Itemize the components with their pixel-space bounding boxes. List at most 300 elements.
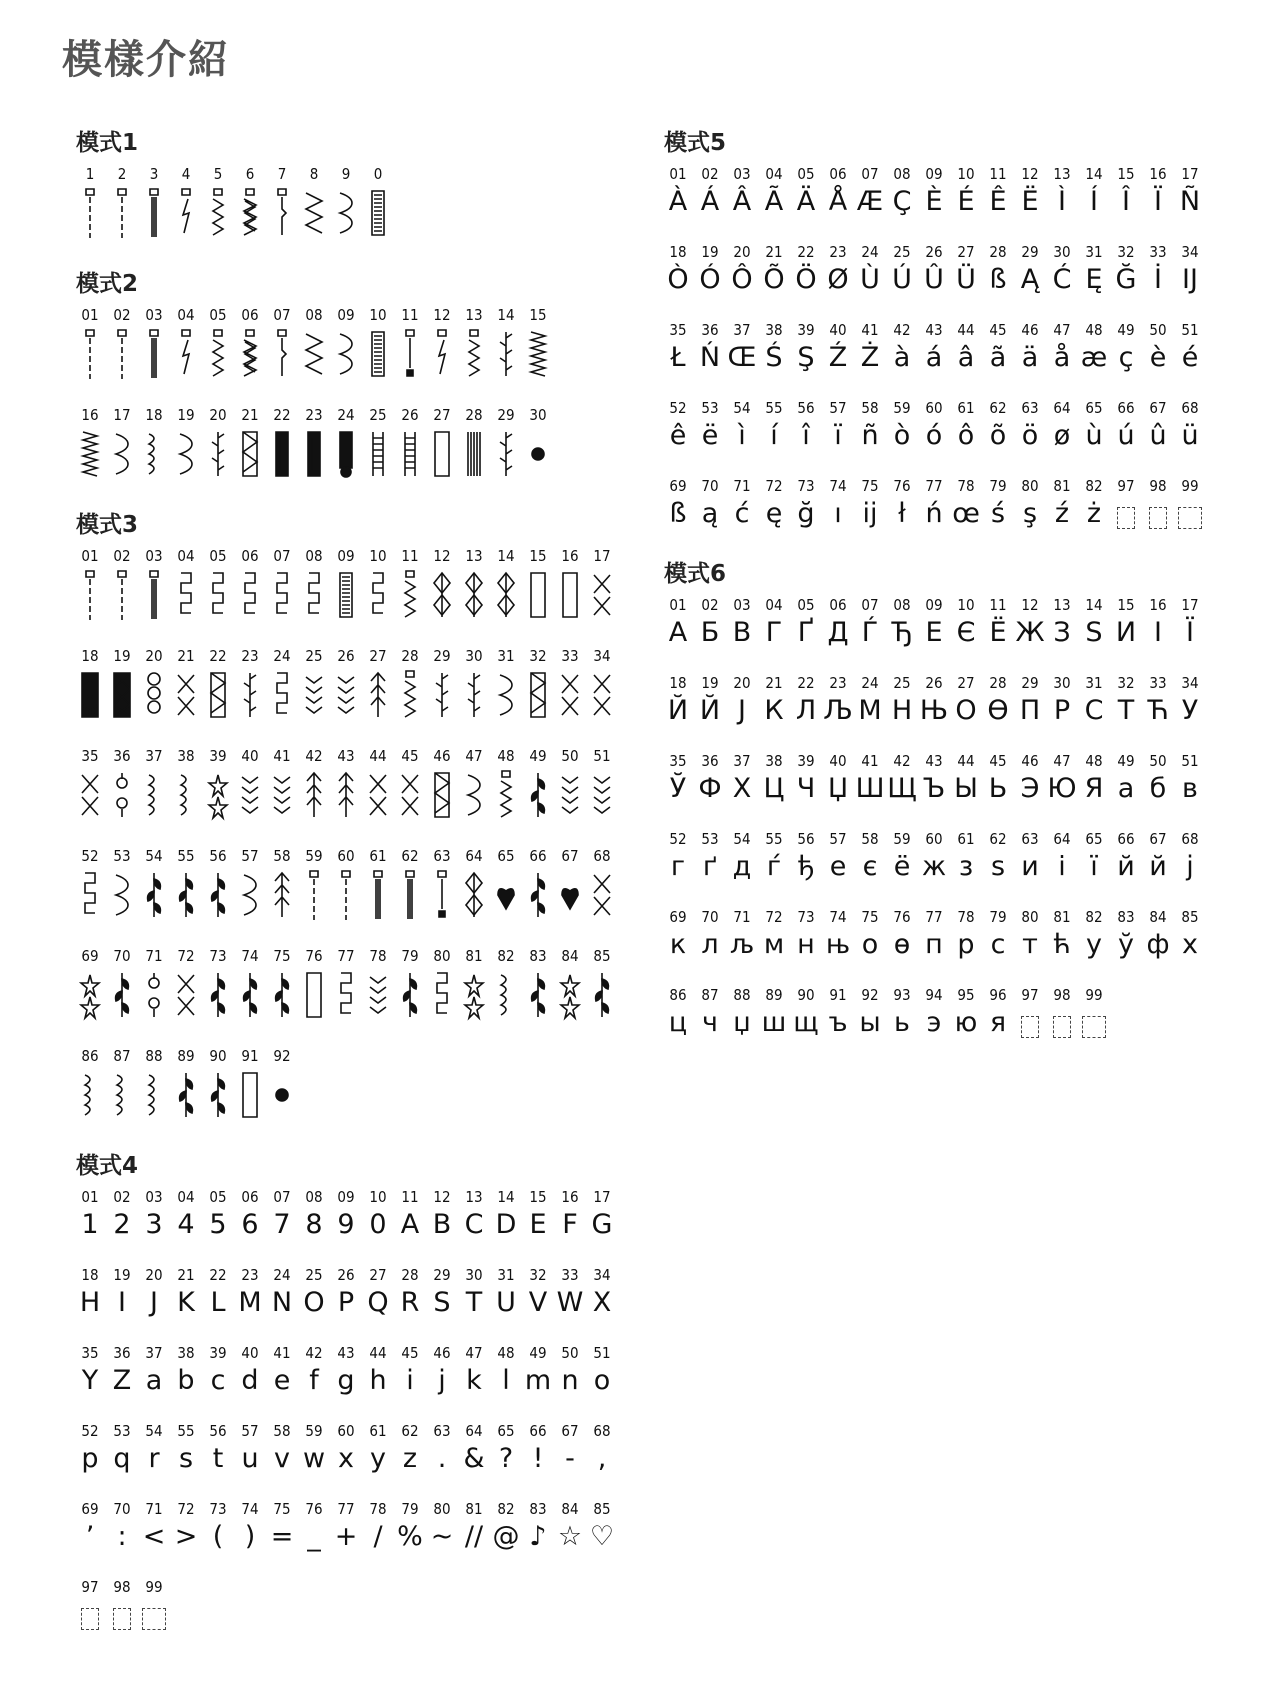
pattern-number: 54 — [145, 1422, 163, 1440]
pattern-number: 03 — [145, 306, 163, 324]
pattern-number: 02 — [113, 1188, 131, 1206]
pattern-number: 59 — [305, 847, 323, 865]
character-glyph: d — [241, 1365, 259, 1396]
character-glyph: ß — [989, 264, 1007, 295]
pattern-number: 26 — [401, 406, 419, 424]
character-glyph: є — [862, 851, 878, 882]
pattern-number: 3 — [149, 165, 159, 183]
pattern-number: 42 — [305, 747, 323, 765]
stitch-pattern — [266, 183, 298, 243]
character-glyph: ñ — [861, 420, 879, 451]
leaf-stitch-icon — [399, 969, 421, 1021]
pattern-number: 76 — [893, 908, 911, 926]
character-glyph: ! — [532, 1443, 544, 1474]
scallop-stitch-icon — [143, 428, 165, 480]
pattern-number: 71 — [733, 908, 751, 926]
pattern-number: 68 — [593, 1422, 611, 1440]
pattern-number: 45 — [401, 1344, 419, 1362]
pattern-number: 35 — [669, 321, 687, 339]
pattern-number: 51 — [593, 1344, 611, 1362]
stitch-pattern — [74, 1065, 106, 1125]
character-glyph: Ї — [1186, 617, 1194, 648]
pattern-number: 23 — [829, 243, 847, 261]
pattern-number: 80 — [1021, 908, 1039, 926]
character-glyph: Q — [367, 1287, 389, 1318]
pattern-number: 61 — [369, 847, 387, 865]
character-glyph: Ѓ — [861, 617, 879, 648]
character-glyph: ú — [1117, 420, 1135, 451]
character-glyph: Ж — [1015, 617, 1045, 648]
pattern-number: 90 — [797, 986, 815, 1004]
character-glyph: R — [400, 1287, 420, 1318]
stitch-pattern — [522, 324, 554, 384]
character-glyph: Б — [700, 617, 720, 648]
pattern-number: 16 — [1149, 596, 1167, 614]
pattern-number: 13 — [1053, 165, 1071, 183]
pattern-number: 45 — [989, 752, 1007, 770]
number-labels — [74, 165, 634, 183]
character-glyph: Ч — [796, 773, 816, 804]
number-labels — [74, 1344, 634, 1362]
character-glyph: 6 — [241, 1209, 259, 1240]
stitch-pattern — [394, 665, 426, 725]
straight-dashed-stitch-icon — [335, 869, 357, 921]
pattern-number: 55 — [177, 1422, 195, 1440]
pattern-number: 16 — [81, 406, 99, 424]
character-glyph: ć — [734, 498, 750, 529]
cross-stitch-icon — [399, 769, 421, 821]
character-glyph: J — [150, 1287, 158, 1318]
step-stitch-icon — [335, 969, 357, 1021]
pattern-number: 57 — [241, 847, 259, 865]
character-glyph: Ь — [988, 773, 1008, 804]
straight-dot-stitch-icon — [399, 328, 421, 380]
pattern-number: 5 — [213, 165, 223, 183]
pattern-number: 21 — [177, 647, 195, 665]
pattern-number: 04 — [765, 165, 783, 183]
character-glyph: ê — [669, 420, 687, 451]
character-glyph: в — [1182, 773, 1198, 804]
pattern-number: 40 — [829, 321, 847, 339]
character-glyph: Ç — [892, 186, 912, 217]
pattern-number: 75 — [861, 477, 879, 495]
character-glyph: Ì — [1058, 186, 1066, 217]
pattern-number: 01 — [81, 547, 99, 565]
character-row — [74, 1266, 634, 1322]
character-glyph: Ћ — [1147, 695, 1169, 726]
pattern-number: 45 — [989, 321, 1007, 339]
pattern-number: 48 — [497, 1344, 515, 1362]
character-row — [662, 674, 1222, 730]
stitch-pattern — [522, 765, 554, 825]
character-glyph: Ø — [827, 264, 849, 295]
pattern-number: 02 — [701, 165, 719, 183]
character-glyph: É — [957, 186, 975, 217]
pattern-number: 46 — [433, 1344, 451, 1362]
character-glyph: Я — [1084, 773, 1104, 804]
pattern-number: 97 — [1117, 477, 1135, 495]
number-labels — [74, 547, 634, 565]
pattern-number: 22 — [273, 406, 291, 424]
pattern-number: 83 — [1117, 908, 1135, 926]
pattern-number: 01 — [81, 1188, 99, 1206]
character-glyph: Ą — [1020, 264, 1040, 295]
pattern-number: 61 — [957, 399, 975, 417]
character-glyph: ( — [212, 1521, 224, 1552]
pattern-number: 40 — [241, 1344, 259, 1362]
character-glyph: Ө — [987, 695, 1009, 726]
pattern-number: 1 — [85, 165, 95, 183]
step-stitch-icon — [271, 569, 293, 621]
stitch-pattern — [586, 665, 618, 725]
pattern-number: 14 — [497, 547, 515, 565]
character-glyph: e — [273, 1365, 291, 1396]
pattern-number: 30 — [465, 1266, 483, 1284]
pattern-number: 24 — [273, 1266, 291, 1284]
pattern-number: 06 — [829, 165, 847, 183]
stitch-pattern — [266, 865, 298, 925]
pattern-number: 25 — [893, 674, 911, 692]
pattern-number: 26 — [925, 674, 943, 692]
character-glyph: ń — [925, 498, 943, 529]
character-glyph: 2 — [113, 1209, 131, 1240]
character-glyph: M — [238, 1287, 262, 1318]
pattern-number: 73 — [209, 947, 227, 965]
pattern-number: 56 — [209, 847, 227, 865]
character-row — [662, 477, 1222, 533]
pattern-number: 80 — [1021, 477, 1039, 495]
pattern-number: 49 — [529, 747, 547, 765]
box-stitch-icon — [431, 428, 453, 480]
pattern-number: 28 — [989, 243, 1007, 261]
character-glyph: щ — [793, 1007, 819, 1038]
number-labels — [74, 1266, 634, 1284]
triple-straight-stitch-icon — [367, 869, 389, 921]
pattern-number: 86 — [669, 986, 687, 1004]
leaf-stitch-icon — [143, 869, 165, 921]
stitch-pattern — [458, 665, 490, 725]
character-glyph: Ó — [699, 264, 721, 295]
stitch-pattern — [170, 965, 202, 1025]
stitch-row — [74, 847, 634, 925]
pattern-number: 06 — [241, 1188, 259, 1206]
stitch-pattern — [202, 765, 234, 825]
character-glyph: l — [502, 1365, 510, 1396]
character-glyph: è — [1149, 342, 1167, 373]
zigzag-wide-stitch-icon — [303, 328, 325, 380]
number-labels — [662, 752, 1222, 770]
pattern-number: 85 — [593, 1500, 611, 1518]
character-glyph: h — [369, 1365, 387, 1396]
blind-curve-stitch-icon — [239, 869, 261, 921]
cross-stitch-icon — [559, 669, 581, 721]
pattern-number: 30 — [465, 647, 483, 665]
stitch-pattern — [170, 665, 202, 725]
pattern-number: 21 — [241, 406, 259, 424]
pattern-number: 94 — [925, 986, 943, 1004]
number-labels — [662, 477, 1222, 495]
stitch-patterns — [74, 765, 634, 825]
stitch-pattern — [586, 565, 618, 625]
character-glyph: ś — [990, 498, 1006, 529]
pattern-number: 13 — [465, 1188, 483, 1206]
pattern-number: 81 — [465, 1500, 483, 1518]
pattern-number: 69 — [669, 477, 687, 495]
number-labels — [74, 647, 634, 665]
stitch-pattern — [202, 665, 234, 725]
character-glyph: À — [668, 186, 688, 217]
pattern-number: 70 — [113, 1500, 131, 1518]
pattern-number: 71 — [145, 947, 163, 965]
character-glyphs — [74, 1206, 634, 1244]
pattern-number: 93 — [893, 986, 911, 1004]
character-glyph: Ò — [667, 264, 689, 295]
step-stitch-icon — [175, 569, 197, 621]
zigzag-box-stitch-icon — [207, 669, 229, 721]
stitch-pattern — [202, 324, 234, 384]
stitch-pattern — [426, 324, 458, 384]
pattern-number: 97 — [81, 1578, 99, 1596]
pattern-number: 25 — [305, 647, 323, 665]
pattern-number: 29 — [1021, 674, 1039, 692]
pattern-number: 90 — [209, 1047, 227, 1065]
pattern-number: 21 — [765, 674, 783, 692]
cross-stitch-icon — [175, 669, 197, 721]
stitch-pattern — [586, 965, 618, 1025]
stitch-pattern — [298, 565, 330, 625]
character-glyph: я — [989, 1007, 1007, 1038]
pattern-number: 49 — [1117, 321, 1135, 339]
character-glyph: ♪ — [529, 1521, 547, 1552]
pattern-number: 05 — [209, 306, 227, 324]
stitch-pattern — [426, 965, 458, 1025]
pattern-number: 46 — [1021, 321, 1039, 339]
step-stitch-icon — [79, 869, 101, 921]
stitch-pattern — [554, 765, 586, 825]
pattern-number: 12 — [433, 1188, 451, 1206]
pattern-number: 36 — [701, 752, 719, 770]
stitch-pattern — [426, 765, 458, 825]
pattern-number: 51 — [1181, 752, 1199, 770]
stitch-pattern — [522, 565, 554, 625]
pattern-number: 35 — [669, 752, 687, 770]
pattern-number: 23 — [829, 674, 847, 692]
character-glyph: Ц — [763, 773, 785, 804]
stitch-row — [74, 747, 634, 825]
character-glyphs — [74, 1596, 634, 1634]
pattern-number: 39 — [797, 752, 815, 770]
pattern-number: 63 — [433, 847, 451, 865]
character-glyph: о — [861, 929, 879, 960]
character-glyph: ß — [669, 498, 687, 529]
pattern-number: 56 — [209, 1422, 227, 1440]
stitch-pattern — [458, 965, 490, 1025]
pattern-number: 23 — [305, 406, 323, 424]
pattern-number: 9 — [341, 165, 351, 183]
character-row — [662, 596, 1222, 652]
pattern-number: 27 — [369, 1266, 387, 1284]
stitch-pattern — [234, 965, 266, 1025]
pattern-number: 98 — [1149, 477, 1167, 495]
pattern-number: 19 — [113, 1266, 131, 1284]
character-glyph: r — [148, 1443, 160, 1474]
stitch-pattern — [298, 965, 330, 1025]
character-glyph: Ï — [1154, 186, 1162, 217]
pattern-number: 10 — [369, 1188, 387, 1206]
stitch-pattern — [170, 424, 202, 484]
pattern-number: 60 — [925, 830, 943, 848]
stitch-pattern — [362, 424, 394, 484]
character-glyph: ц — [668, 1007, 688, 1038]
character-glyph: Ъ — [922, 773, 946, 804]
character-glyph: Љ — [823, 695, 853, 726]
zigzag-box-stitch-icon — [239, 428, 261, 480]
pattern-number: 34 — [1181, 243, 1199, 261]
character-glyph: w — [302, 1443, 326, 1474]
pattern-number: 43 — [925, 321, 943, 339]
pattern-number: 71 — [145, 1500, 163, 1518]
character-glyph — [1174, 495, 1206, 533]
pattern-number: 70 — [113, 947, 131, 965]
pattern-number: 23 — [241, 1266, 259, 1284]
leaf-stitch-icon — [527, 769, 549, 821]
character-glyph: Ñ — [1179, 186, 1201, 217]
satin-bar-stitch-icon — [367, 328, 389, 380]
stitch-pattern — [458, 424, 490, 484]
character-glyph: е — [829, 851, 847, 882]
pattern-number: 36 — [113, 1344, 131, 1362]
stitch-pattern — [106, 665, 138, 725]
pattern-number: 37 — [733, 321, 751, 339]
character-glyphs — [662, 614, 1222, 652]
box-stitch-icon — [559, 569, 581, 621]
pattern-number: 26 — [337, 647, 355, 665]
leaf-stitch-icon — [527, 869, 549, 921]
pattern-number: 36 — [113, 747, 131, 765]
pattern-number: 18 — [669, 243, 687, 261]
pattern-number: 33 — [561, 647, 579, 665]
feather-stitch-icon — [495, 328, 517, 380]
blank-box-icon — [1053, 1016, 1071, 1038]
pattern-number: 76 — [893, 477, 911, 495]
stitch-pattern — [554, 665, 586, 725]
pattern-number: 97 — [1021, 986, 1039, 1004]
character-glyph: @ — [492, 1521, 520, 1552]
pattern-number: 6 — [245, 165, 255, 183]
pattern-number: 4 — [181, 165, 191, 183]
stitch-pattern — [266, 665, 298, 725]
pattern-number: 33 — [1149, 674, 1167, 692]
character-glyph: ө — [893, 929, 911, 960]
pattern-number: 72 — [177, 1500, 195, 1518]
pattern-number: 38 — [765, 321, 783, 339]
stitch-pattern — [234, 565, 266, 625]
lightning-stitch-icon — [175, 328, 197, 380]
number-labels — [74, 406, 634, 424]
pattern-number: 87 — [701, 986, 719, 1004]
character-row — [74, 1344, 634, 1400]
stitch-patterns — [74, 424, 634, 484]
diamond-stitch-icon — [463, 569, 485, 621]
character-glyphs — [662, 339, 1222, 377]
character-glyph: ) — [244, 1521, 256, 1552]
stitch-patterns — [74, 865, 634, 925]
number-labels — [74, 747, 634, 765]
character-glyph: п — [925, 929, 943, 960]
pattern-number: 78 — [957, 908, 975, 926]
character-glyph: q — [113, 1443, 131, 1474]
mode-6-rows — [662, 596, 1222, 1042]
pattern-number: 51 — [1181, 321, 1199, 339]
character-glyph: J — [738, 695, 746, 726]
character-glyph: D — [495, 1209, 517, 1240]
leaf-stitch-icon — [207, 869, 229, 921]
character-glyph: a — [145, 1365, 163, 1396]
pattern-number: 19 — [113, 647, 131, 665]
pattern-number: 34 — [1181, 674, 1199, 692]
character-glyph: ş — [1022, 498, 1038, 529]
pattern-number: 09 — [337, 547, 355, 565]
stitch-pattern — [330, 665, 362, 725]
character-row — [74, 1188, 634, 1244]
triple-straight-stitch-icon — [399, 869, 421, 921]
pattern-number: 12 — [1021, 596, 1039, 614]
pattern-number: 82 — [1085, 477, 1103, 495]
pattern-number: 8 — [309, 165, 319, 183]
pattern-number: 36 — [701, 321, 719, 339]
pattern-number: 58 — [861, 830, 879, 848]
stitch-pattern — [266, 765, 298, 825]
leaf-stitch-icon — [527, 969, 549, 1021]
pattern-number: 35 — [81, 747, 99, 765]
feather-stitch-icon — [495, 428, 517, 480]
stitch-pattern — [138, 424, 170, 484]
pattern-number: 27 — [433, 406, 451, 424]
character-glyph: İ — [1154, 264, 1162, 295]
ladder-stitch-icon — [367, 428, 389, 480]
pattern-number: 01 — [669, 165, 687, 183]
box-stitch-icon — [303, 969, 325, 1021]
stitch-pattern — [298, 324, 330, 384]
stitch-pattern — [74, 765, 106, 825]
stitch-pattern — [74, 183, 106, 243]
pattern-number: 52 — [669, 399, 687, 417]
character-glyph: ù — [1085, 420, 1103, 451]
stitch-pattern — [394, 324, 426, 384]
pattern-number: 31 — [1085, 674, 1103, 692]
mode-2-section — [74, 265, 634, 484]
blank-box-icon — [113, 1608, 131, 1630]
stitch-pattern — [234, 765, 266, 825]
pattern-number: 88 — [733, 986, 751, 1004]
mode-5-section — [662, 124, 1222, 533]
chevron-stitch-icon — [303, 669, 325, 721]
pattern-number: 31 — [1085, 243, 1103, 261]
character-glyph: й — [1117, 851, 1135, 882]
pattern-number: 40 — [241, 747, 259, 765]
stitch-pattern — [330, 565, 362, 625]
pattern-number: 78 — [369, 1500, 387, 1518]
pattern-number: 44 — [957, 752, 975, 770]
pattern-number: 03 — [145, 547, 163, 565]
character-glyph: Ґ — [797, 617, 815, 648]
pattern-number: 11 — [989, 165, 1007, 183]
character-glyphs — [662, 926, 1222, 964]
character-glyphs — [74, 1362, 634, 1400]
character-glyph: Щ — [887, 773, 917, 804]
character-glyph: ğ — [797, 498, 815, 529]
blind-curve-stitch-icon — [111, 428, 133, 480]
